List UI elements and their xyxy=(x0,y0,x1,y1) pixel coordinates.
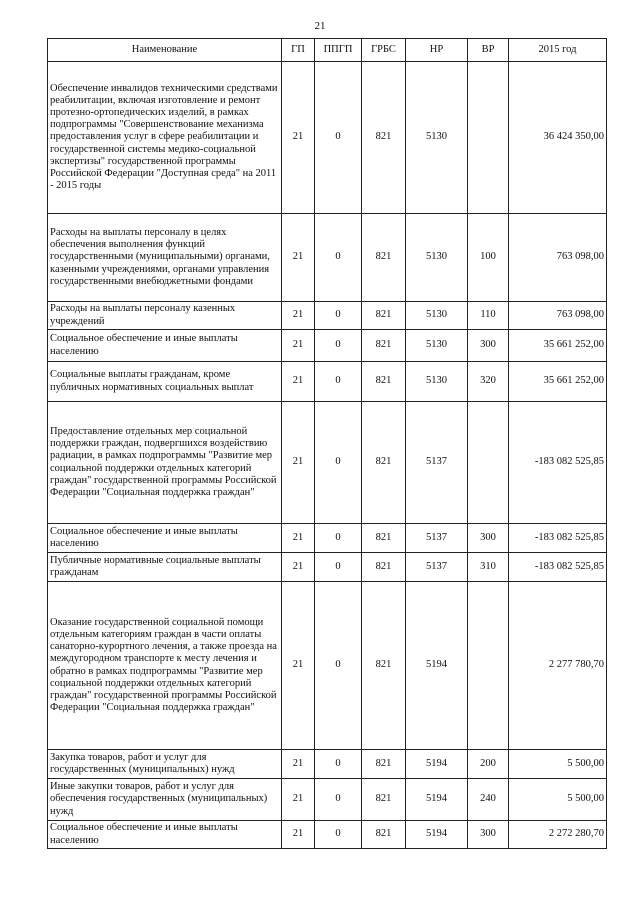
row-amount: 763 098,00 xyxy=(509,214,607,302)
row-amount: 2 272 280,70 xyxy=(509,821,607,849)
table-row xyxy=(48,362,607,402)
row-amount: -183 082 525,85 xyxy=(509,402,607,524)
row-vr xyxy=(468,62,509,214)
table-row xyxy=(48,524,607,553)
row-np: 5194 xyxy=(406,821,468,849)
row-ppgp: 0 xyxy=(315,62,362,214)
row-gp: 21 xyxy=(282,750,315,779)
row-np: 5194 xyxy=(406,779,468,821)
table-row xyxy=(48,330,607,362)
budget-table xyxy=(47,38,607,849)
row-grbs: 821 xyxy=(362,524,406,553)
row-np: 5130 xyxy=(406,362,468,402)
row-np: 5137 xyxy=(406,402,468,524)
table-row xyxy=(48,553,607,582)
row-amount: 36 424 350,00 xyxy=(509,62,607,214)
row-grbs: 821 xyxy=(362,582,406,750)
row-vr: 300 xyxy=(468,821,509,849)
row-grbs: 821 xyxy=(362,750,406,779)
table-row xyxy=(48,750,607,779)
row-vr: 110 xyxy=(468,302,509,330)
row-ppgp: 0 xyxy=(315,779,362,821)
row-np: 5137 xyxy=(406,524,468,553)
row-name: Закупка товаров, работ и услуг для государственных (муниципальных) нужд xyxy=(48,750,282,779)
row-amount: 5 500,00 xyxy=(509,750,607,779)
row-vr: 200 xyxy=(468,750,509,779)
row-vr: 300 xyxy=(468,524,509,553)
table-row xyxy=(48,779,607,821)
row-gp: 21 xyxy=(282,402,315,524)
row-amount: 2 277 780,70 xyxy=(509,582,607,750)
row-grbs: 821 xyxy=(362,62,406,214)
row-grbs: 821 xyxy=(362,821,406,849)
row-vr: 320 xyxy=(468,362,509,402)
row-name: Социальные выплаты гражданам, кроме публичных нормативных социальных выплат xyxy=(48,362,282,402)
row-grbs: 821 xyxy=(362,362,406,402)
row-gp: 21 xyxy=(282,821,315,849)
row-ppgp: 0 xyxy=(315,553,362,582)
row-name: Социальное обеспечение и иные выплаты населению xyxy=(48,330,282,362)
row-amount: 35 661 252,00 xyxy=(509,330,607,362)
row-ppgp: 0 xyxy=(315,582,362,750)
row-np: 5130 xyxy=(406,330,468,362)
header-name: Наименование xyxy=(48,39,282,62)
row-amount: 5 500,00 xyxy=(509,779,607,821)
row-name: Предоставление отдельных мер социальной поддержки граждан, подвергшихся воздействию радиации, в рамках подпрограммы "Развитие мер социальной поддержки отдельных категорий граждан" государственной программы Российской Федерации "Социальная поддержка граждан" xyxy=(48,402,282,524)
row-ppgp: 0 xyxy=(315,214,362,302)
table-row xyxy=(48,582,607,750)
row-grbs: 821 xyxy=(362,402,406,524)
row-grbs: 821 xyxy=(362,214,406,302)
page-number: 21 xyxy=(314,20,326,32)
row-np: 5137 xyxy=(406,553,468,582)
row-gp: 21 xyxy=(282,62,315,214)
row-amount: -183 082 525,85 xyxy=(509,524,607,553)
row-gp: 21 xyxy=(282,330,315,362)
row-name: Обеспечение инвалидов техническими средствами реабилитации, включая изготовление и ремонт протезно-ортопедических изделий, в рамках подпрограммы "Совершенствование механизма предоставления услуг в сфере реабилитации и государственной системы медико-социальной экспертизы" государственной программы Российской Федерации "Доступная среда" на 2011 - 2015 годы xyxy=(48,62,282,214)
row-amount: 763 098,00 xyxy=(509,302,607,330)
row-amount: -183 082 525,85 xyxy=(509,553,607,582)
row-name: Расходы на выплаты персоналу казенных учреждений xyxy=(48,302,282,330)
table-row xyxy=(48,214,607,302)
table-row xyxy=(48,302,607,330)
row-name: Социальное обеспечение и иные выплаты населению xyxy=(48,524,282,553)
row-np: 5130 xyxy=(406,302,468,330)
row-ppgp: 0 xyxy=(315,524,362,553)
table-row xyxy=(48,62,607,214)
row-ppgp: 0 xyxy=(315,362,362,402)
row-grbs: 821 xyxy=(362,553,406,582)
row-grbs: 821 xyxy=(362,330,406,362)
row-vr xyxy=(468,402,509,524)
header-year: 2015 год xyxy=(509,39,607,62)
header-gp: ГП xyxy=(282,39,315,62)
header-ppgp: ППГП xyxy=(315,39,362,62)
row-name: Публичные нормативные социальные выплаты гражданам xyxy=(48,553,282,582)
row-gp: 21 xyxy=(282,362,315,402)
row-ppgp: 0 xyxy=(315,750,362,779)
row-gp: 21 xyxy=(282,553,315,582)
row-np: 5130 xyxy=(406,62,468,214)
header-grbs: ГРБС xyxy=(362,39,406,62)
row-gp: 21 xyxy=(282,582,315,750)
row-ppgp: 0 xyxy=(315,402,362,524)
row-name: Оказание государственной социальной помощи отдельным категориям граждан в части оплаты санаторно-курортного лечения, а также проезда на междугородном транспорте к месту лечения и обратно в рамках подпрограммы "Развитие мер социальной поддержки отдельных категорий граждан" государственной программы Российской Федерации "Социальная поддержка граждан" xyxy=(48,582,282,750)
header-row xyxy=(48,39,607,62)
row-np: 5130 xyxy=(406,214,468,302)
row-grbs: 821 xyxy=(362,302,406,330)
header-vr: ВР xyxy=(468,39,509,62)
row-gp: 21 xyxy=(282,779,315,821)
row-ppgp: 0 xyxy=(315,302,362,330)
row-gp: 21 xyxy=(282,524,315,553)
row-np: 5194 xyxy=(406,750,468,779)
row-vr: 300 xyxy=(468,330,509,362)
row-grbs: 821 xyxy=(362,779,406,821)
table-row xyxy=(48,821,607,849)
row-vr: 100 xyxy=(468,214,509,302)
row-name: Расходы на выплаты персоналу в целях обеспечения выполнения функций государственными (муниципальными) органами, казенными учреждениями, органами управления государственными внебюджетными фондами xyxy=(48,214,282,302)
row-gp: 21 xyxy=(282,302,315,330)
row-ppgp: 0 xyxy=(315,330,362,362)
row-amount: 35 661 252,00 xyxy=(509,362,607,402)
header-np: НР xyxy=(406,39,468,62)
row-vr: 310 xyxy=(468,553,509,582)
row-name: Иные закупки товаров, работ и услуг для обеспечения государственных (муниципальных) нужд xyxy=(48,779,282,821)
table-row xyxy=(48,402,607,524)
row-vr xyxy=(468,582,509,750)
row-vr: 240 xyxy=(468,779,509,821)
row-gp: 21 xyxy=(282,214,315,302)
row-np: 5194 xyxy=(406,582,468,750)
row-name: Социальное обеспечение и иные выплаты населению xyxy=(48,821,282,849)
row-ppgp: 0 xyxy=(315,821,362,849)
